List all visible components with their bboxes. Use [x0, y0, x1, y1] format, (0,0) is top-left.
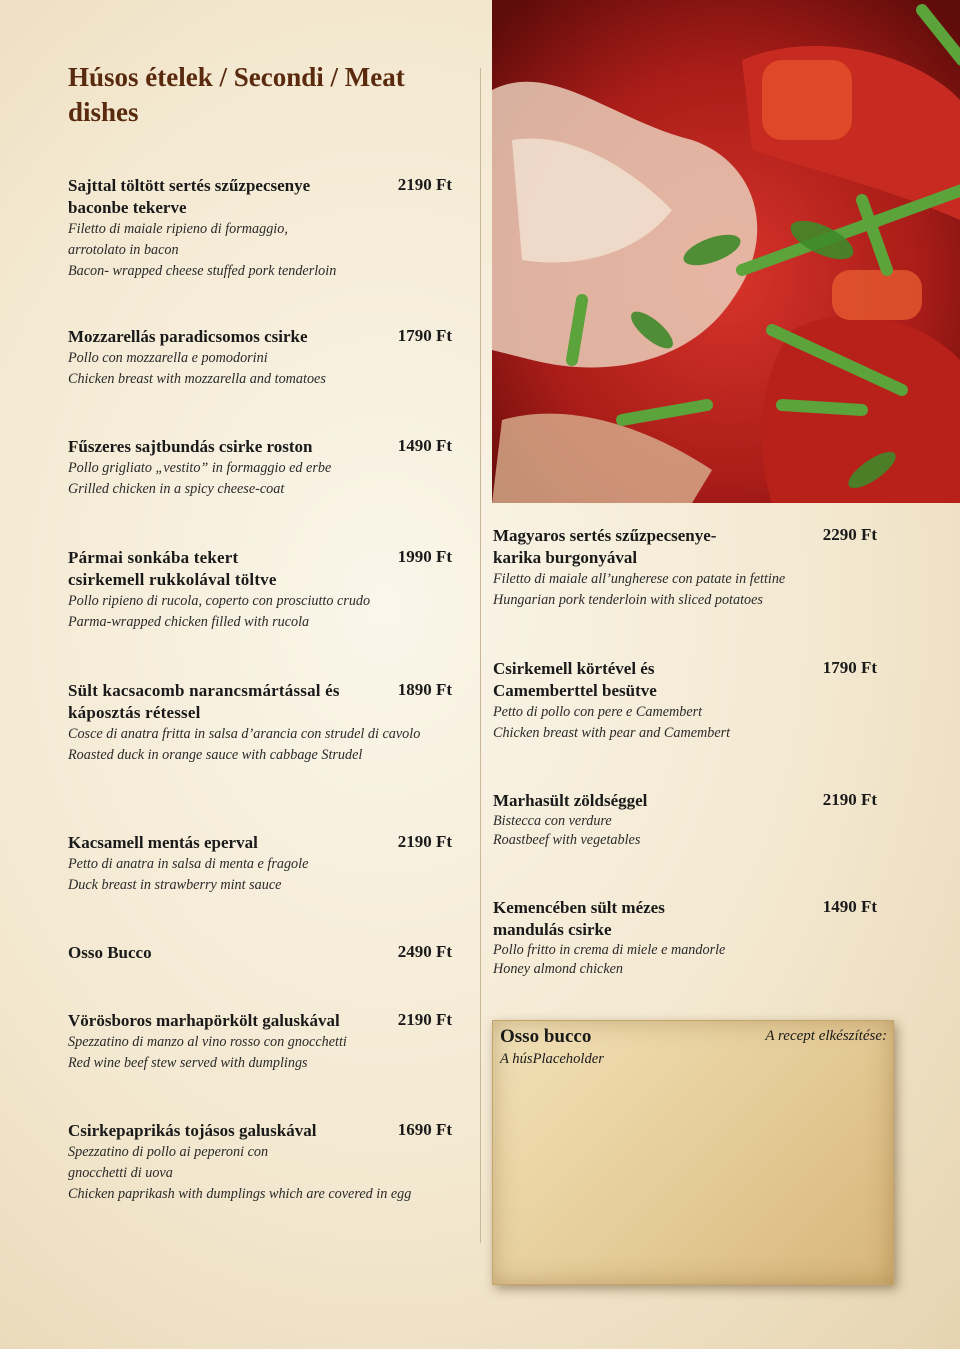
dish-price: 1490 Ft: [822, 897, 877, 916]
dish-item: [68, 547, 452, 633]
dish-name: Marhasült zöldséggel: [493, 791, 648, 810]
dish-english: Duck breast in strawberry mint sauce: [68, 877, 282, 893]
dish-price: 2190 Ft: [397, 1010, 452, 1029]
dish-item: [68, 832, 452, 896]
dish-item: [68, 436, 452, 500]
dish-price: 2290 Ft: [822, 525, 877, 544]
dish-name: Kemencében sült mézes mandulás csirke: [493, 898, 665, 939]
dish-item: [493, 658, 877, 744]
dish-name: Sajttal töltött sertés szűzpecsenye baconbe tekerve: [68, 176, 311, 217]
dish-item: [493, 790, 877, 850]
dish-english: Roastbeef with vegetables: [493, 832, 641, 848]
dish-english: Red wine beef stew served with dumplings: [68, 1055, 308, 1071]
dish-price: 2190 Ft: [397, 832, 452, 851]
dish-italian: Spezzatino di pollo ai peperoni con gnocchetti di uova: [68, 1144, 269, 1181]
dish-italian: Filetto di maiale all’ungherese con patate in fettine: [493, 571, 786, 587]
dish-item: [68, 175, 452, 282]
food-photo: [492, 0, 960, 503]
dish-italian: Filetto di maiale ripieno di formaggio, arrotolato in bacon: [68, 221, 288, 258]
dish-italian: Bistecca con verdure: [493, 813, 612, 829]
dish-name: Fűszeres sajtbundás csirke roston: [68, 437, 313, 456]
dish-item: [493, 525, 877, 611]
dish-price: 2490 Ft: [397, 942, 452, 961]
dish-name: Kacsamell mentás eperval: [68, 833, 258, 852]
dish-italian: Petto di anatra in salsa di menta e fragole: [68, 856, 309, 872]
recipe-subheading: A recept elkészítése:: [765, 1028, 887, 1044]
dish-name: Osso Bucco: [68, 943, 152, 962]
dish-name: Csirkemell körtével és Camemberttel besütve: [493, 659, 657, 700]
recipe-heading: Osso bucco: [500, 1026, 592, 1047]
dish-italian: Pollo con mozzarella e pomodorini: [68, 350, 268, 366]
dish-english: Chicken paprikash with dumplings which are covered in egg: [68, 1186, 412, 1202]
dish-english: Bacon- wrapped cheese stuffed pork tenderloin: [68, 263, 337, 279]
dish-item: [68, 1010, 452, 1074]
dish-italian: Pollo fritto in crema di miele e mandorle: [493, 942, 726, 958]
dish-english: Grilled chicken in a spicy cheese-coat: [68, 481, 285, 497]
dish-item: [493, 897, 877, 979]
dish-italian: Cosce di anatra fritta in salsa d’arancia con strudel di cavolo: [68, 726, 421, 742]
column-divider: [480, 68, 481, 1243]
dish-name: Magyaros sertés szűzpecsenye-karika burgonyával: [493, 526, 717, 567]
dish-price: 1790 Ft: [822, 658, 877, 677]
dish-price: 1990 Ft: [397, 547, 452, 566]
dish-name: Vörösboros marhapörkölt galuskával: [68, 1011, 340, 1030]
dish-english: Roasted duck in orange sauce with cabbage Strudel: [68, 747, 363, 763]
dish-name: Csirkepaprikás tojásos galuskával: [68, 1121, 317, 1140]
recipe-box: [492, 1020, 894, 1285]
dish-italian: Pollo grigliato „vestito” in formaggio ed erbe: [68, 460, 332, 476]
dish-item: [68, 942, 452, 964]
dish-italian: Pollo ripieno di rucola, coperto con prosciutto crudo: [68, 593, 371, 609]
dish-english: Honey almond chicken: [493, 961, 624, 977]
dish-name: Pármai sonkába tekert csirkemell rukkolával töltve: [68, 548, 277, 589]
dish-name: Sült kacsacomb narancsmártással és káposztás rétessel: [68, 681, 340, 722]
dish-price: 1790 Ft: [397, 326, 452, 345]
dish-price: 1890 Ft: [397, 680, 452, 699]
dish-item: [68, 326, 452, 390]
page-title: Húsos ételek / Secondi / Meat dishes: [68, 62, 405, 127]
dish-price: 1690 Ft: [397, 1120, 452, 1139]
dish-english: Parma-wrapped chicken filled with rucola: [68, 614, 310, 630]
dish-english: Chicken breast with pear and Camembert: [493, 725, 731, 741]
dish-english: Chicken breast with mozzarella and tomatoes: [68, 371, 326, 387]
recipe-body: A húsPlaceholder: [500, 1051, 604, 1067]
dish-italian: Spezzatino di manzo al vino rosso con gnocchetti: [68, 1034, 347, 1050]
dish-price: 2190 Ft: [822, 790, 877, 809]
dish-english: Hungarian pork tenderloin with sliced potatoes: [493, 592, 763, 608]
dish-price: 2190 Ft: [397, 175, 452, 194]
dish-item: [68, 680, 452, 766]
dish-name: Mozzarellás paradicsomos csirke: [68, 327, 308, 346]
dish-item: [68, 1120, 452, 1205]
dish-price: 1490 Ft: [397, 436, 452, 455]
dish-italian: Petto di pollo con pere e Camembert: [493, 704, 703, 720]
